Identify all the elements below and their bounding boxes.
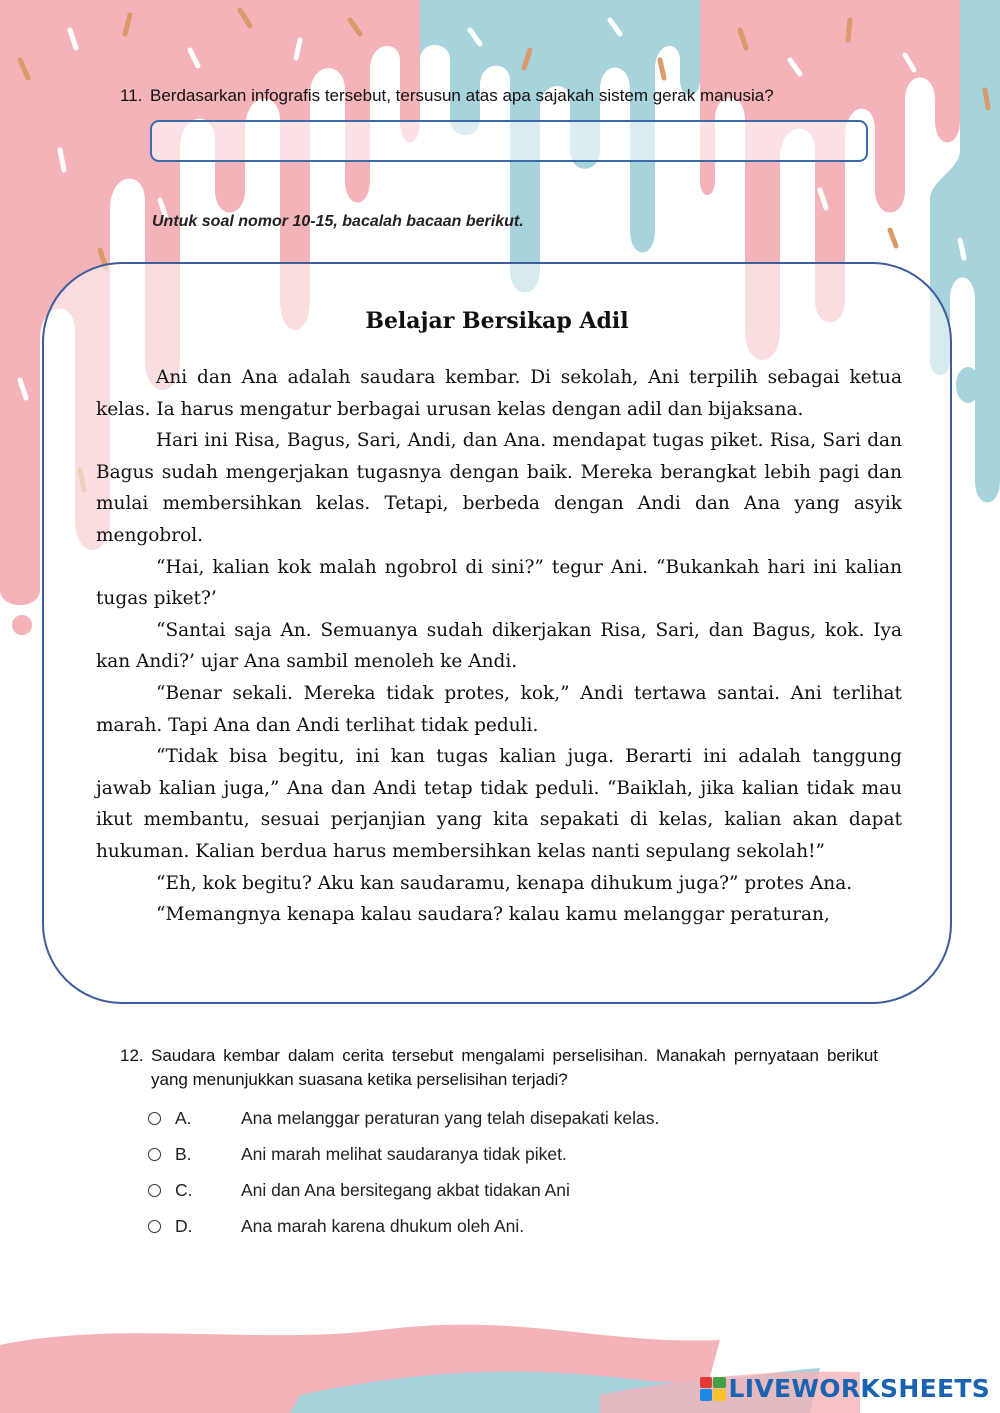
option-d[interactable]	[148, 1208, 659, 1244]
option-text: Ana marah karena dhukum oleh Ani.	[241, 1215, 525, 1236]
story-paragraph: “Tidak bisa begitu, ini kan tugas kalian juga. Berarti ini adalah tanggung jawab kalian juga,” Ana dan Andi tetap tidak peduli. “Baiklah, jika kalian tidak mau ikut membantu, sesuai perjanjian yang kita sepakati di kelas, kalian akan dapat hukuman. Kalian berdua harus membersihkan kelas nanti sepulang sekolah!”	[96, 746, 902, 862]
question-11	[120, 86, 900, 106]
question-11-answer-input[interactable]	[150, 120, 868, 162]
question-12	[120, 1044, 878, 1092]
story-paragraph: Hari ini Risa, Bagus, Sari, Andi, dan Ana. mendapat tugas piket. Risa, Sari dan Bagus sudah mengerjakan tugasnya dengan baik. Mereka berangkat lebih pagi dan mulai membersihkan kelas. Tetapi, berbeda dengan Andi dan Ana yang asyik mengobrol.	[96, 430, 902, 546]
liveworksheets-logo-icon	[700, 1377, 726, 1401]
logo-text: LIVEWORKSHEETS	[728, 1374, 990, 1403]
radio-button-icon[interactable]	[148, 1112, 161, 1125]
option-b[interactable]	[148, 1136, 659, 1172]
option-c[interactable]	[148, 1172, 659, 1208]
option-letter: C.	[175, 1179, 193, 1200]
option-a[interactable]	[148, 1100, 659, 1136]
story-text	[96, 362, 902, 931]
story-title: Belajar Bersikap Adil	[365, 308, 629, 334]
question-11-number: 11.	[120, 86, 143, 105]
story-paragraph: “Santai saja An. Semuanya sudah dikerjakan Risa, Sari, dan Bagus, kok. Iya kan Andi?’ ujar Ana sambil menoleh ke Andi.	[96, 619, 902, 673]
story-paragraph: “Memangnya kenapa kalau saudara? kalau kamu melanggar peraturan,	[156, 904, 830, 926]
option-text: Ana melanggar peraturan yang telah disepakati kelas.	[241, 1107, 660, 1128]
radio-button-icon[interactable]	[148, 1220, 161, 1233]
story-paragraph: Ani dan Ana adalah saudara kembar. Di sekolah, Ani terpilih sebagai ketua kelas. Ia harus mengatur berbagai urusan kelas dengan adil dan bijaksana.	[96, 367, 902, 420]
option-letter: A.	[175, 1107, 192, 1128]
story-paragraph: “Benar sekali. Mereka tidak protes, kok,” Andi tertawa santai. Ani terlihat marah. Tapi Ana dan Andi terlihat tidak peduli.	[96, 682, 902, 736]
option-letter: B.	[175, 1143, 192, 1164]
liveworksheets-logo[interactable]	[700, 1374, 990, 1403]
option-text: Ani dan Ana bersitegang akbat tidakan Ani	[241, 1179, 570, 1200]
option-letter: D.	[175, 1215, 193, 1236]
reading-instruction: Untuk soal nomor 10-15, bacalah bacaan berikut.	[152, 213, 524, 230]
radio-button-icon[interactable]	[148, 1184, 161, 1197]
question-12-text: Saudara kembar dalam cerita tersebut mengalami perselisihan. Manakah pernyataan berikut yang menunjukkan suasana ketika perselisihan terjadi?	[151, 1046, 878, 1089]
story-paragraph: “Hai, kalian kok malah ngobrol di sini?” tegur Ani. “Bukankah hari ini kalian tugas piket?’	[96, 556, 902, 610]
question-11-text: Berdasarkan infografis tersebut, tersusun atas apa sajakah sistem gerak manusia?	[150, 86, 774, 105]
question-12-number: 12.	[120, 1046, 144, 1065]
story-paragraph: “Eh, kok begitu? Aku kan saudaramu, kenapa dihukum juga?” protes Ana.	[156, 872, 853, 894]
reading-passage-card	[42, 262, 952, 1004]
option-text: Ani marah melihat saudaranya tidak piket.	[241, 1143, 567, 1164]
question-12-options	[148, 1100, 659, 1244]
radio-button-icon[interactable]	[148, 1148, 161, 1161]
